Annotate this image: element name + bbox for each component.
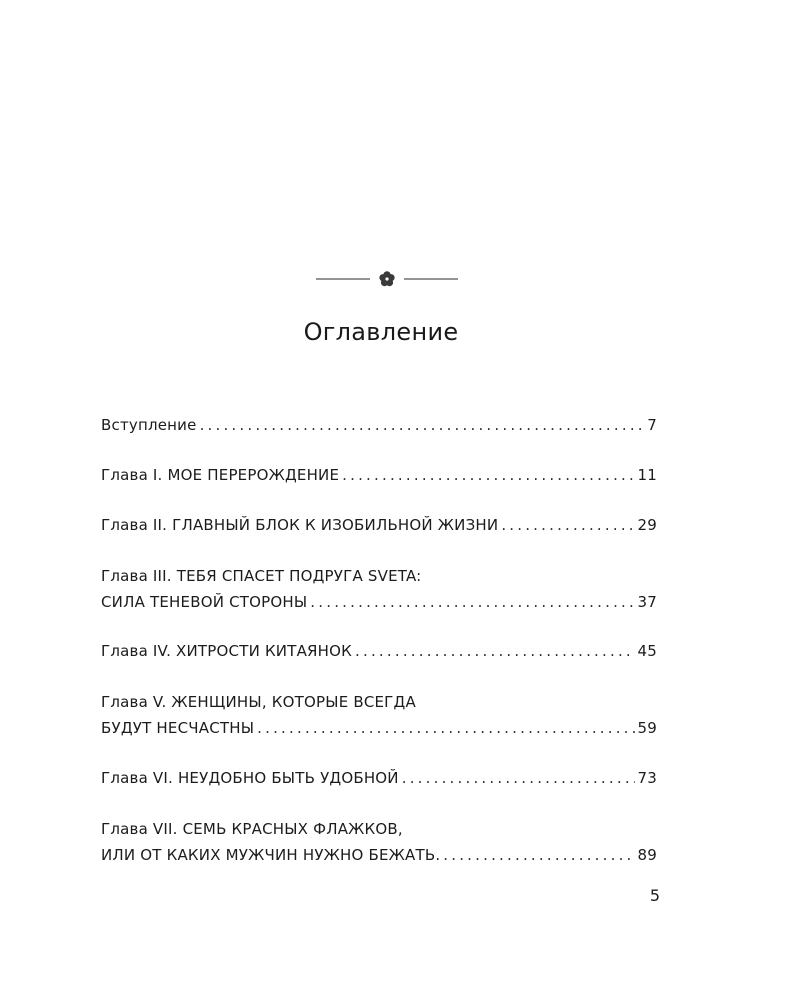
toc-entry-title-continued: СИЛА ТЕНЕВОЙ СТОРОНЫ <box>101 593 308 611</box>
toc-entry-chapter-5[interactable] <box>101 689 657 741</box>
dot-leader <box>443 842 634 868</box>
toc-entry-page: 37 <box>637 593 657 611</box>
toc-entry-title: Глава V. ЖЕНЩИНЫ, КОТОРЫЕ ВСЕГДА <box>101 693 416 711</box>
toc-entry-title-continued: ИЛИ ОТ КАКИХ МУЖЧИН НУЖНО БЕЖАТЬ. <box>101 846 441 864</box>
toc-entry-title: Глава VII. СЕМЬ КРАСНЫХ ФЛАЖКОВ, <box>101 820 403 838</box>
dot-leader <box>310 589 634 615</box>
toc-entry-title: Глава IV. ХИТРОСТИ КИТАЯНОК <box>101 642 353 660</box>
toc-line <box>101 638 657 664</box>
toc-entry-chapter-2[interactable] <box>101 512 657 538</box>
toc-entry-title: Глава VI. НЕУДОБНО БЫТЬ УДОБНОЙ <box>101 769 399 787</box>
toc-entry-page: 59 <box>637 719 657 737</box>
toc-entry-page: 89 <box>637 846 657 864</box>
toc-entry-chapter-4[interactable] <box>101 638 657 664</box>
toc-entry-chapter-3[interactable] <box>101 563 657 615</box>
toc-entry-chapter-7[interactable] <box>101 816 657 868</box>
toc-entry-introduction[interactable] <box>101 412 657 438</box>
dot-leader <box>200 412 645 438</box>
toc-entry-page: 29 <box>637 516 657 534</box>
dot-leader <box>355 638 634 664</box>
page-number: 5 <box>649 886 660 905</box>
dot-leader <box>342 462 634 488</box>
toc-entry-chapter-1[interactable] <box>101 462 657 488</box>
dot-leader <box>257 715 634 741</box>
toc-entry-title: Глава II. ГЛАВНЫЙ БЛОК К ИЗОБИЛЬНОЙ ЖИЗНИ <box>101 516 499 534</box>
toc-entry-page: 45 <box>637 642 657 660</box>
toc-line <box>101 842 657 868</box>
toc-line <box>101 765 657 791</box>
dot-leader <box>501 512 634 538</box>
flower-divider-icon <box>316 268 458 290</box>
toc-entry-title: Глава III. ТЕБЯ СПАСЕТ ПОДРУГА SVETA: <box>101 567 422 585</box>
toc-entry-page: 7 <box>647 416 657 434</box>
toc-entry-title-continued: БУДУТ НЕСЧАСТНЫ <box>101 719 255 737</box>
toc-entry-page: 73 <box>637 769 657 787</box>
toc-entry-title: Глава I. МОЕ ПЕРЕРОЖДЕНИЕ <box>101 466 340 484</box>
toc-entry-page: 11 <box>637 466 657 484</box>
toc-line <box>101 412 657 438</box>
toc-line <box>101 512 657 538</box>
page-title: Оглавление <box>303 318 459 346</box>
toc-entry-title: Вступление <box>101 416 197 434</box>
toc-line <box>101 462 657 488</box>
toc-entry-chapter-6[interactable] <box>101 765 657 791</box>
toc-line <box>101 589 657 615</box>
dot-leader <box>402 765 635 791</box>
toc-line <box>101 715 657 741</box>
